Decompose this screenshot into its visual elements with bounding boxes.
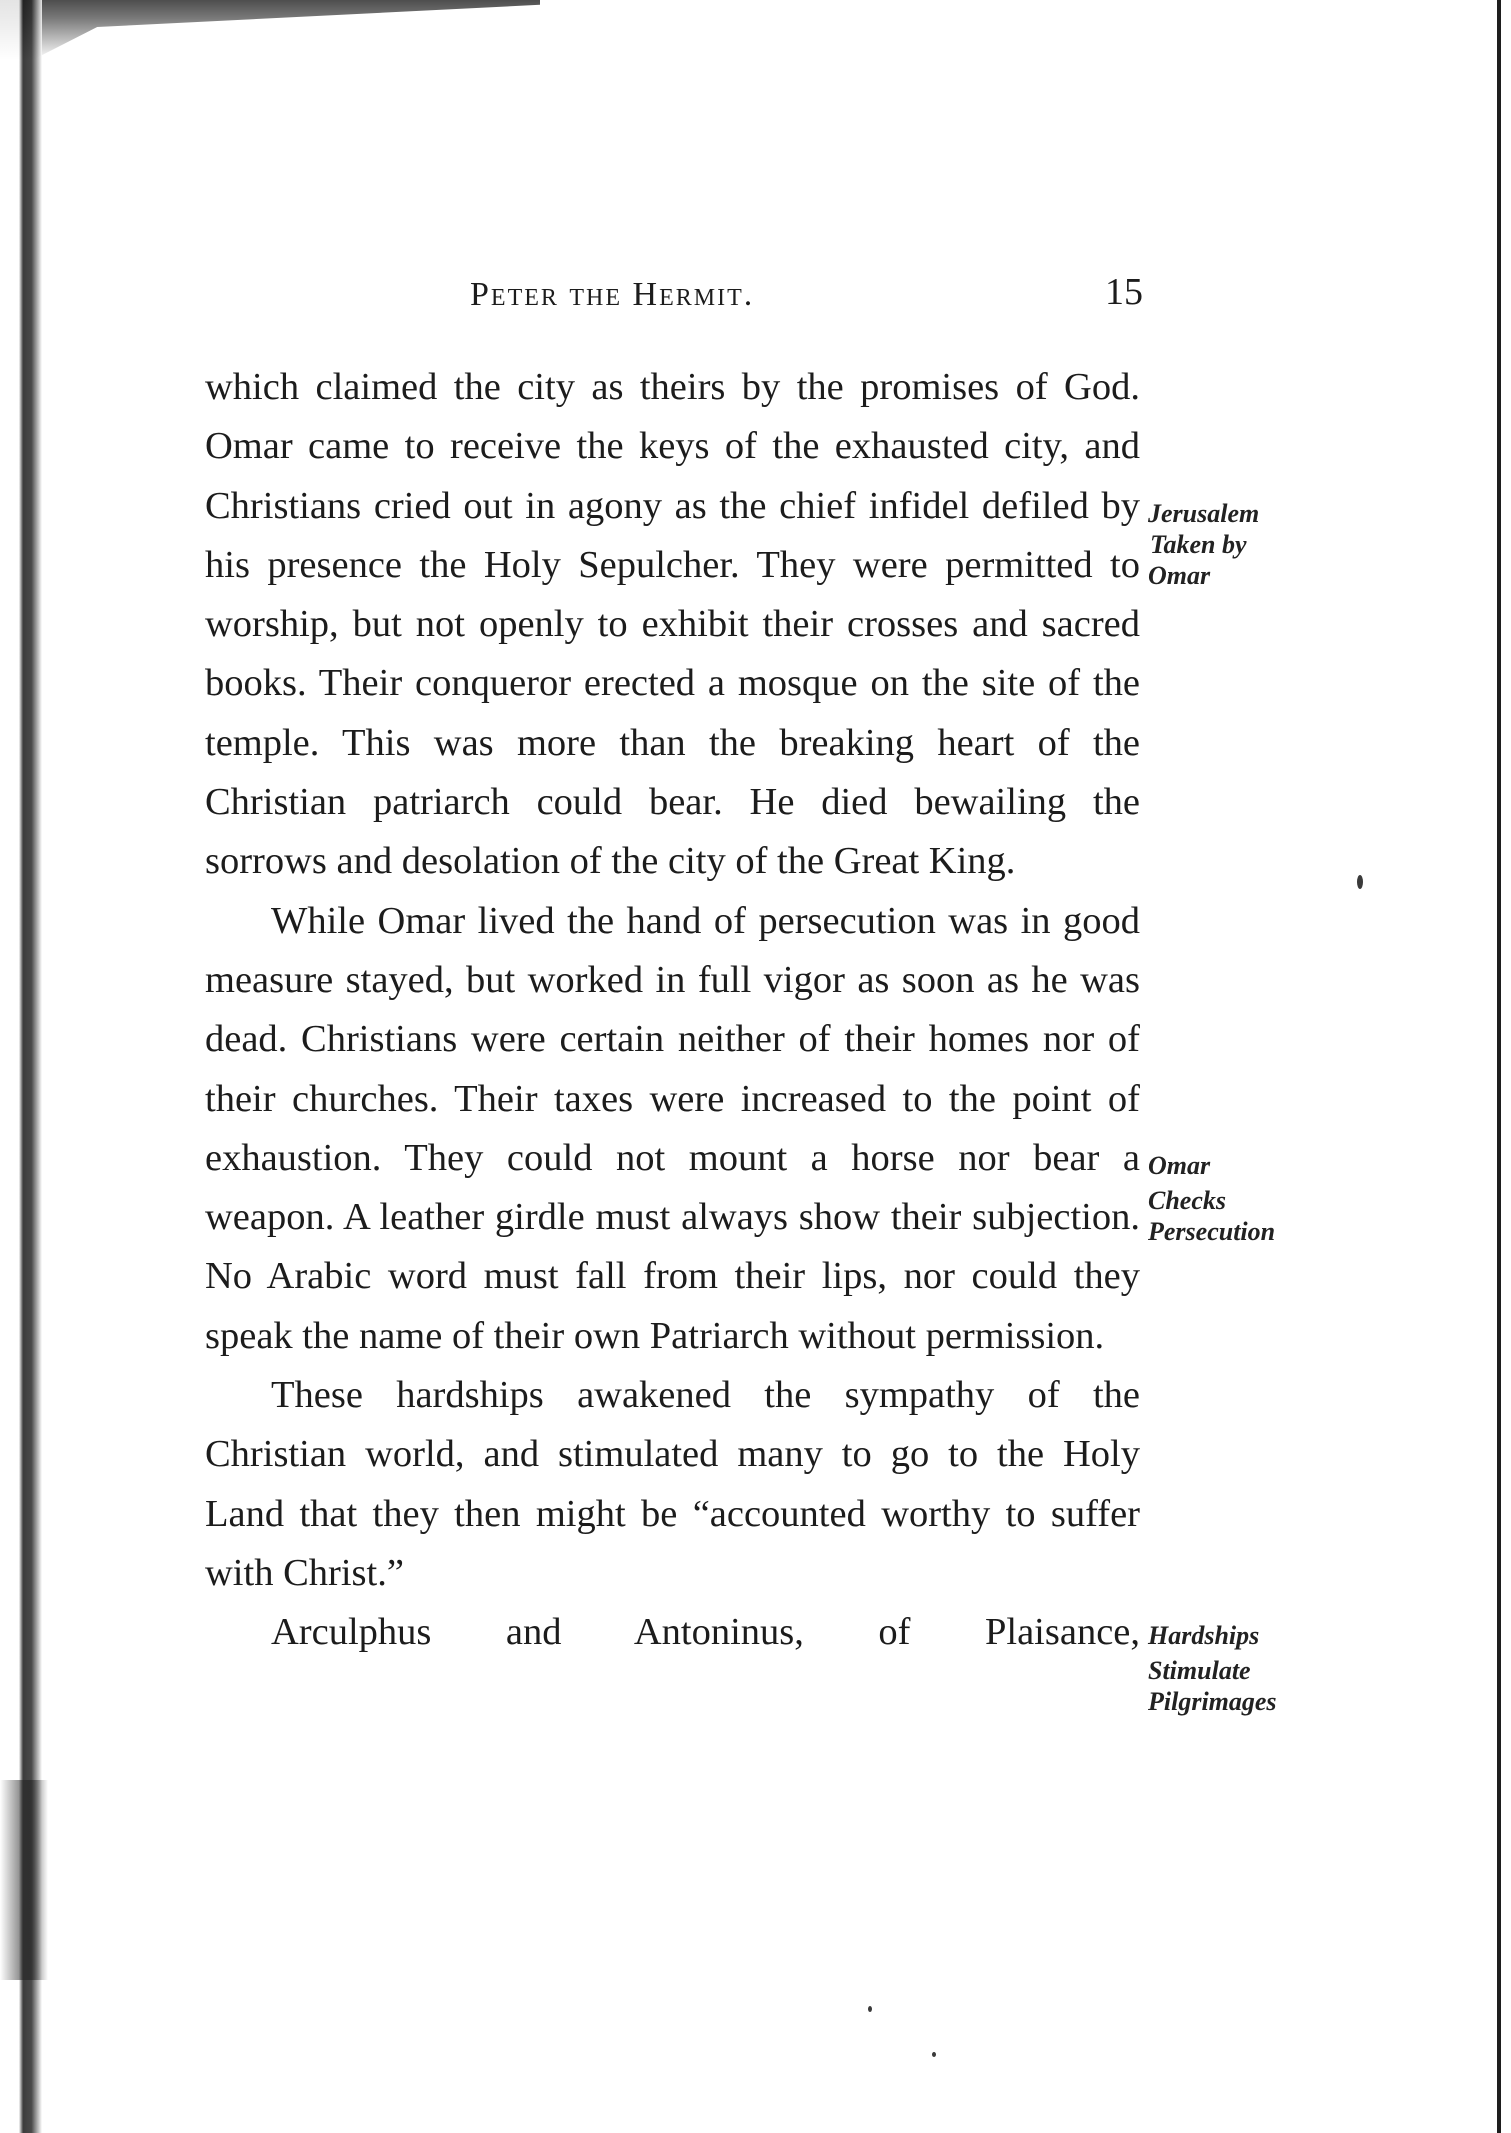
scan-speck bbox=[1357, 875, 1363, 889]
sidenote-hardships bbox=[1148, 1620, 1277, 1717]
scan-speck bbox=[868, 2006, 872, 2012]
scan-shadow-top bbox=[0, 0, 540, 60]
sidenote-line: Pilgrimages bbox=[1148, 1687, 1277, 1716]
running-head: Peter the Hermit. bbox=[470, 276, 755, 313]
paragraph: Arculphus and Antoninus, of Plaisance, bbox=[271, 1611, 1140, 1654]
sidenote-jerusalem bbox=[1148, 498, 1259, 591]
sidenote-line: Omar bbox=[1148, 1151, 1211, 1180]
body-text bbox=[205, 358, 1140, 1663]
paragraph: These hardships awakened the sympathy of the Christian world, and stimulated many to go to the Holy Land that they then might be “accounted worthy to suffer with Christ.” bbox=[205, 1374, 1140, 1594]
scan-binding-shade bbox=[0, 1780, 48, 1980]
paragraph: which claimed the city as theirs by the promises of God. Omar came to receive the keys of the exhausted city, and Christians cried out in agony as the chief infidel defiled by his presence the Holy Sepulcher. They were permitted to worship, but not openly to exhibit their crosses and sacred books. Their conqueror erected a mosque on the site of the temple. This was more than the breaking heart of the Christian patriarch could bear. He died bewailing the sorrows and desolation of the city of the Great King. bbox=[205, 366, 1140, 883]
scan-right-edge bbox=[1497, 0, 1501, 2133]
sidenote-omar bbox=[1148, 1150, 1275, 1247]
sidenote-line: Hardships bbox=[1148, 1621, 1260, 1650]
sidenote-line: Omar bbox=[1148, 561, 1211, 590]
paragraph: While Omar lived the hand of persecution was in good measure stayed, but worked in full vigor as soon as he was dead. Christians were certain neither of their homes nor of their churches. Their taxes were increased to the point of exhaustion. They could not mount a horse nor bear a weapon. A leather girdle must always show their subjection. No Arabic word must fall from their lips, nor could they speak the name of their own Patriarch without permission. bbox=[205, 899, 1140, 1357]
sidenote-line: Taken by bbox=[1150, 530, 1247, 559]
scan-speck bbox=[932, 2052, 936, 2057]
sidenote-line: Stimulate bbox=[1148, 1656, 1251, 1685]
sidenote-line: Persecution bbox=[1148, 1217, 1276, 1246]
sidenote-line: Jerusalem bbox=[1148, 499, 1260, 528]
sidenote-line: Checks bbox=[1148, 1186, 1226, 1215]
page-number: 15 bbox=[1105, 271, 1143, 313]
